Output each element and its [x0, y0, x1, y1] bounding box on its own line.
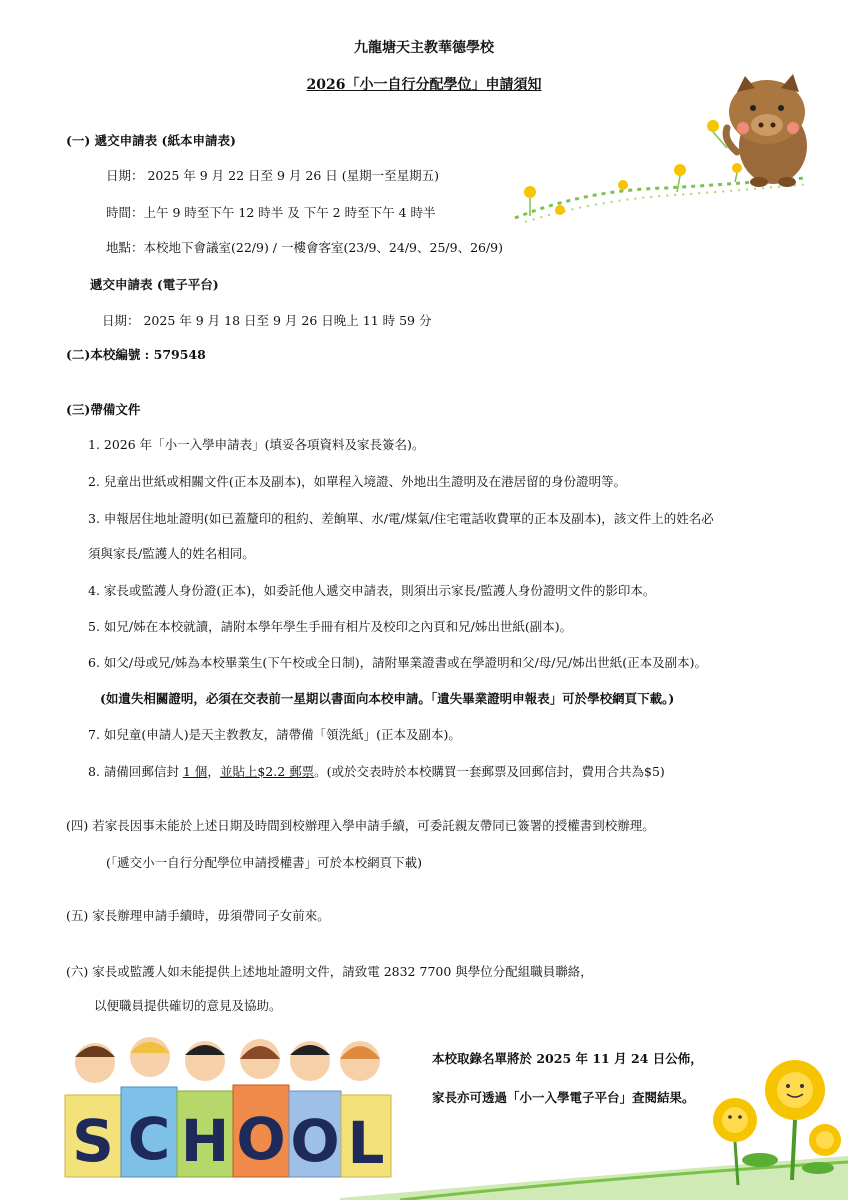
section4-sub: (「遞交小一自行分配學位申請授權書」可於本校網頁下載)	[106, 855, 423, 870]
section1-heading: (一) 遞交申請表 (紙本申請表)	[66, 133, 236, 148]
letter-l: L	[347, 1109, 385, 1177]
eplatform-heading: 遞交申請表 (電子平台)	[90, 277, 219, 292]
item8-prefix: 8. 請備回郵信封	[88, 764, 183, 779]
doc-item-6: 6. 如父/母或兄/姊為本校畢業生(下午校或全日制)，請附畢業證書或在學證明和父/母/兄/姊出世紙(正本及副本)。	[88, 655, 707, 670]
paper-date: 日期： 2025 年 9 月 22 日至 9 月 26 日 (星期一至星期五)	[106, 168, 439, 183]
section5-text: (五) 家長辦理申請手續時，毋須帶同子女前來。	[66, 908, 330, 923]
item8-suffix: 。(或於交表時於本校購買一套郵票及回郵信封，費用合共為$5)	[314, 764, 665, 779]
result-date: 本校取錄名單將於 2025 年 11 月 24 日公佈，	[432, 1051, 703, 1066]
doc-item-3: 3. 申報居住地址證明(如已蓋釐印的租約、差餉單、水/電/煤氣/住宅電話收費單的正本及副本)，該文件上的姓名必	[88, 511, 714, 526]
page-title: 2026「小一自行分配學位」申請須知	[306, 77, 542, 93]
letter-o1: O	[236, 1105, 286, 1173]
paper-time: 時間：上午 9 時至下午 12 時半 及 下午 2 時至下午 4 時半	[106, 205, 436, 220]
item8-envelope: 1 個	[182, 764, 208, 779]
item8-stamp: 並貼上$2.2 郵票	[219, 764, 315, 779]
doc-item-7: 7. 如兒童(申請人)是天主教教友，請帶備「領洗紙」(正本及副本)。	[88, 727, 461, 742]
school-name: 九龍塘天主教華德學校	[354, 40, 494, 56]
lost-certificate-note: (如遺失相關證明，必須在交表前一星期以書面向本校申請。「遺失畢業證明申報表」可於學校網頁下載。)	[100, 691, 675, 706]
section6-text: (六) 家長或監護人如未能提供上述地址證明文件，請致電 2832 7700 與學位分配組職員聯絡，	[66, 964, 593, 979]
section6-sub: 以便職員提供確切的意見及協助。	[94, 998, 282, 1013]
doc-item-1: 1. 2026 年「小一入學申請表」(填妥各項資料及家長簽名)。	[88, 437, 425, 452]
section3-heading: (三)帶備文件	[66, 402, 141, 417]
doc-item-4: 4. 家長或監護人身份證(正本)，如委託他人遞交申請表，則須出示家長/監護人身份證明文件的影印本。	[88, 583, 656, 598]
letter-h: H	[180, 1107, 230, 1175]
letter-o2: O	[290, 1107, 340, 1175]
doc-item-8	[88, 764, 665, 780]
doc-item-3-cont: 須與家長/監護人的姓名相同。	[88, 546, 255, 561]
item8-comma: ，	[207, 764, 220, 779]
doc-item-5: 5. 如兄/姊在本校就讀，請附本學年學生手冊有相片及校印之內頁和兄/姊出世紙(副本)。	[88, 619, 573, 634]
section4-text: (四) 若家長因事未能於上述日期及時間到校辦理入學申請手續，可委託親友帶同已簽署的授權書到校辦理。	[66, 818, 655, 833]
result-platform: 家長亦可透過「小一入學電子平台」查閱結果。	[432, 1090, 695, 1105]
sunflower-grass-clipart	[340, 1060, 848, 1200]
doc-item-2: 2. 兒童出世紙或相關文件(正本及副本)，如單程入境證、外地出生證明及在港居留的身份證明等。	[88, 474, 627, 489]
paper-place: 地點：本校地下會議室(22/9) / 一樓會客室(23/9、24/9、25/9、26/9)	[106, 240, 504, 255]
boar-flowers-clipart	[505, 70, 825, 230]
letter-c: C	[127, 1105, 171, 1173]
letter-s: S	[72, 1107, 114, 1175]
school-code: (二)本校編號 : 579548	[66, 347, 206, 362]
eplatform-date: 日期： 2025 年 9 月 18 日至 9 月 26 日晚上 11 時 59 分	[102, 313, 432, 328]
